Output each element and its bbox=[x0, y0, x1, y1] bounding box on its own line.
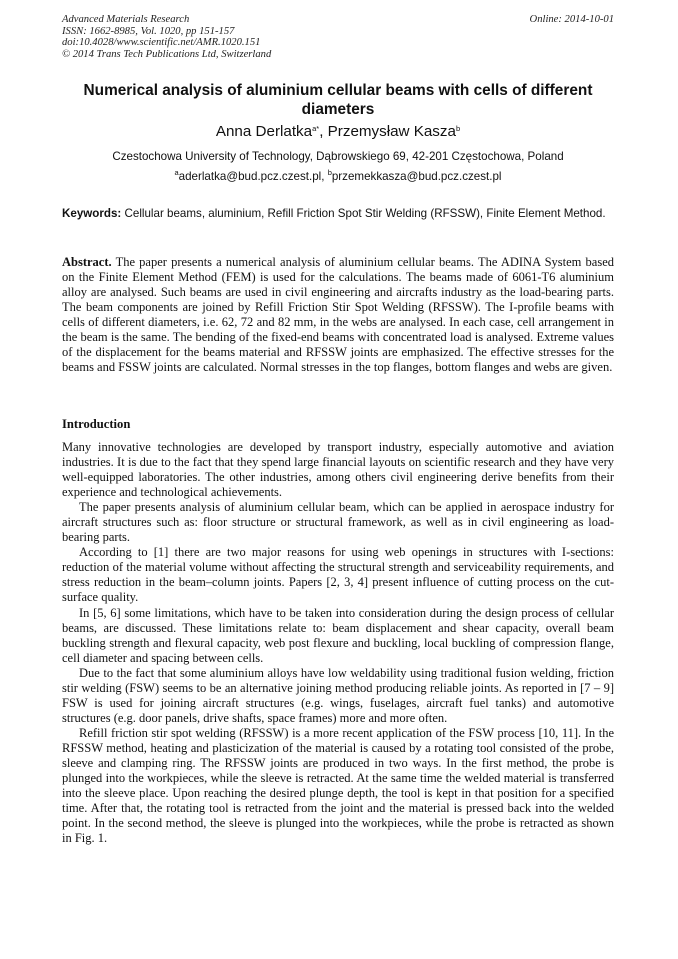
affiliation: Czestochowa University of Technology, Dąbrowskiego 69, 42-201 Częstochowa, Poland bbox=[112, 150, 564, 163]
paper-title: Numerical analysis of aluminium cellular beams with cells of different diameters bbox=[83, 82, 593, 118]
intro-paragraph-1: Many innovative technologies are developed by transport industry, especially automotive and aviation industries. It is due to the fact that they spend large financial layouts on scientific research and they have very well-equipped laboratories. The other industries, among others civil engineering derive benefits from their experience and technological achievements. bbox=[62, 440, 614, 500]
journal-name: Advanced Materials Research bbox=[62, 14, 190, 25]
email-a: aderlatka@bud.pcz.czest.pl, bbox=[178, 170, 328, 183]
issn-line: ISSN: 1662-8985, Vol. 1020, pp 151-157 bbox=[62, 25, 235, 37]
author-2-affil-mark: b bbox=[455, 124, 461, 133]
intro-paragraph-6: Refill friction stir spot welding (RFSSW) is a more recent application of the FSW process [10, 11]. In the RFSSW method, heating and plasticization of the material is caused by a rotating tool consisted of the probe, sleeve and clamping ring. The RFSSW joints are produced in two ways. In the first method, the probe is plunged into the workpieces, while the sleeve is retracted. At the same time the welded material is transferred into the sleeve place. Upon reaching the desired plunge depth, the tool is kept in that position for a specified time. After that, the rotating tool is retracted from the joint and the material is pressed back into the welded point. In the second method, the sleeve is plunged into the workpieces, while the probe is retracted as shown in Fig. 1. bbox=[62, 725, 614, 846]
journal-header bbox=[62, 14, 614, 60]
author-1-affil-mark: a* bbox=[312, 124, 320, 133]
intro-paragraph-3: According to [1] there are two major reasons for using web openings in structures with I-sections: reduction of the material volume without affecting the structural strength and serviceability requirements, and stress reduction in the beam–column joints. Papers [2, 3, 4] present influence of cutting process on the cut-surface quality. bbox=[62, 545, 614, 605]
email-a-mark: a bbox=[174, 168, 179, 177]
intro-paragraph-5: Due to the fact that some aluminium alloys have low weldability using traditional fusion welding, friction stir welding (FSW) seems to be an alternative joining method producing reliable joints. As reported in [7 – 9] FSW is used for joining aircraft structures (e.g. wings, fuselages, aircraft fuel tanks) and automotive structures (e.g. door panels, drive shafts, space frames) more and more often. bbox=[62, 665, 614, 725]
abstract-text: The paper presents a numerical analysis of aluminium cellular beams. The ADINA System based on the Finite Element Method (FEM) is used for the calculations. The beams made of 6061-T6 aluminium alloy are analysed. Such beams are used in civil engineering and aircrafts industry as the load-bearing parts. The beam components are joined by Refill Friction Stir Spot Welding (RFSSW). The I-profile beams with cells of different diameters, i.e. 62, 72 and 82 mm, in the webs are analysed. In each case, cell arrangement in the beam is the same. The bending of the fixed-end beams with concentrated load is analysed. Extreme values of the displacement for the beams material and RFSSW joints are emphasized. The effective stresses for the beams and FSSW joints are calculated. Normal stresses in the top flanges, bottom flanges and webs are given. bbox=[62, 255, 614, 374]
keywords-block bbox=[62, 206, 614, 221]
abstract-label: Abstract. bbox=[62, 255, 112, 269]
author-2: Przemysław Kasza bbox=[327, 123, 456, 140]
keywords-text: Cellular beams, aluminium, Refill Friction Spot Stir Welding (RFSSW), Finite Element Method. bbox=[121, 207, 606, 220]
keywords-label: Keywords: bbox=[62, 207, 122, 220]
author-list bbox=[62, 123, 614, 141]
email-b-mark: b bbox=[327, 168, 332, 177]
author-emails bbox=[62, 170, 614, 184]
author-1: Anna Derlatka bbox=[215, 123, 313, 140]
online-date: Online: 2014-10-01 bbox=[529, 14, 614, 25]
intro-paragraph-4: In [5, 6] some limitations, which have to be taken into consideration during the design process of cellular beams, are discussed. These limitations relate to: beam displacement and shear capacity, overall beam buckling strength and flexural capacity, web post flexure and buckling, local buckling of compression flange, cell diameter and spacing between cells. bbox=[62, 605, 614, 665]
author-separator: , bbox=[319, 123, 328, 140]
doi-line: doi:10.4028/www.scientific.net/AMR.1020.151 bbox=[62, 37, 261, 49]
introduction-heading: Introduction bbox=[62, 417, 131, 431]
copyright-line: © 2014 Trans Tech Publications Ltd, Switzerland bbox=[62, 48, 272, 60]
email-b: przemekkasza@bud.pcz.czest.pl bbox=[331, 170, 502, 183]
intro-paragraph-2: The paper presents analysis of aluminium cellular beam, which can be applied in aerospace industry for aircraft structures such as: floor structure or structural framework, as well as in civil engineering as load-bearing parts. bbox=[62, 500, 614, 545]
introduction-body bbox=[62, 440, 614, 846]
abstract-block bbox=[62, 255, 614, 375]
